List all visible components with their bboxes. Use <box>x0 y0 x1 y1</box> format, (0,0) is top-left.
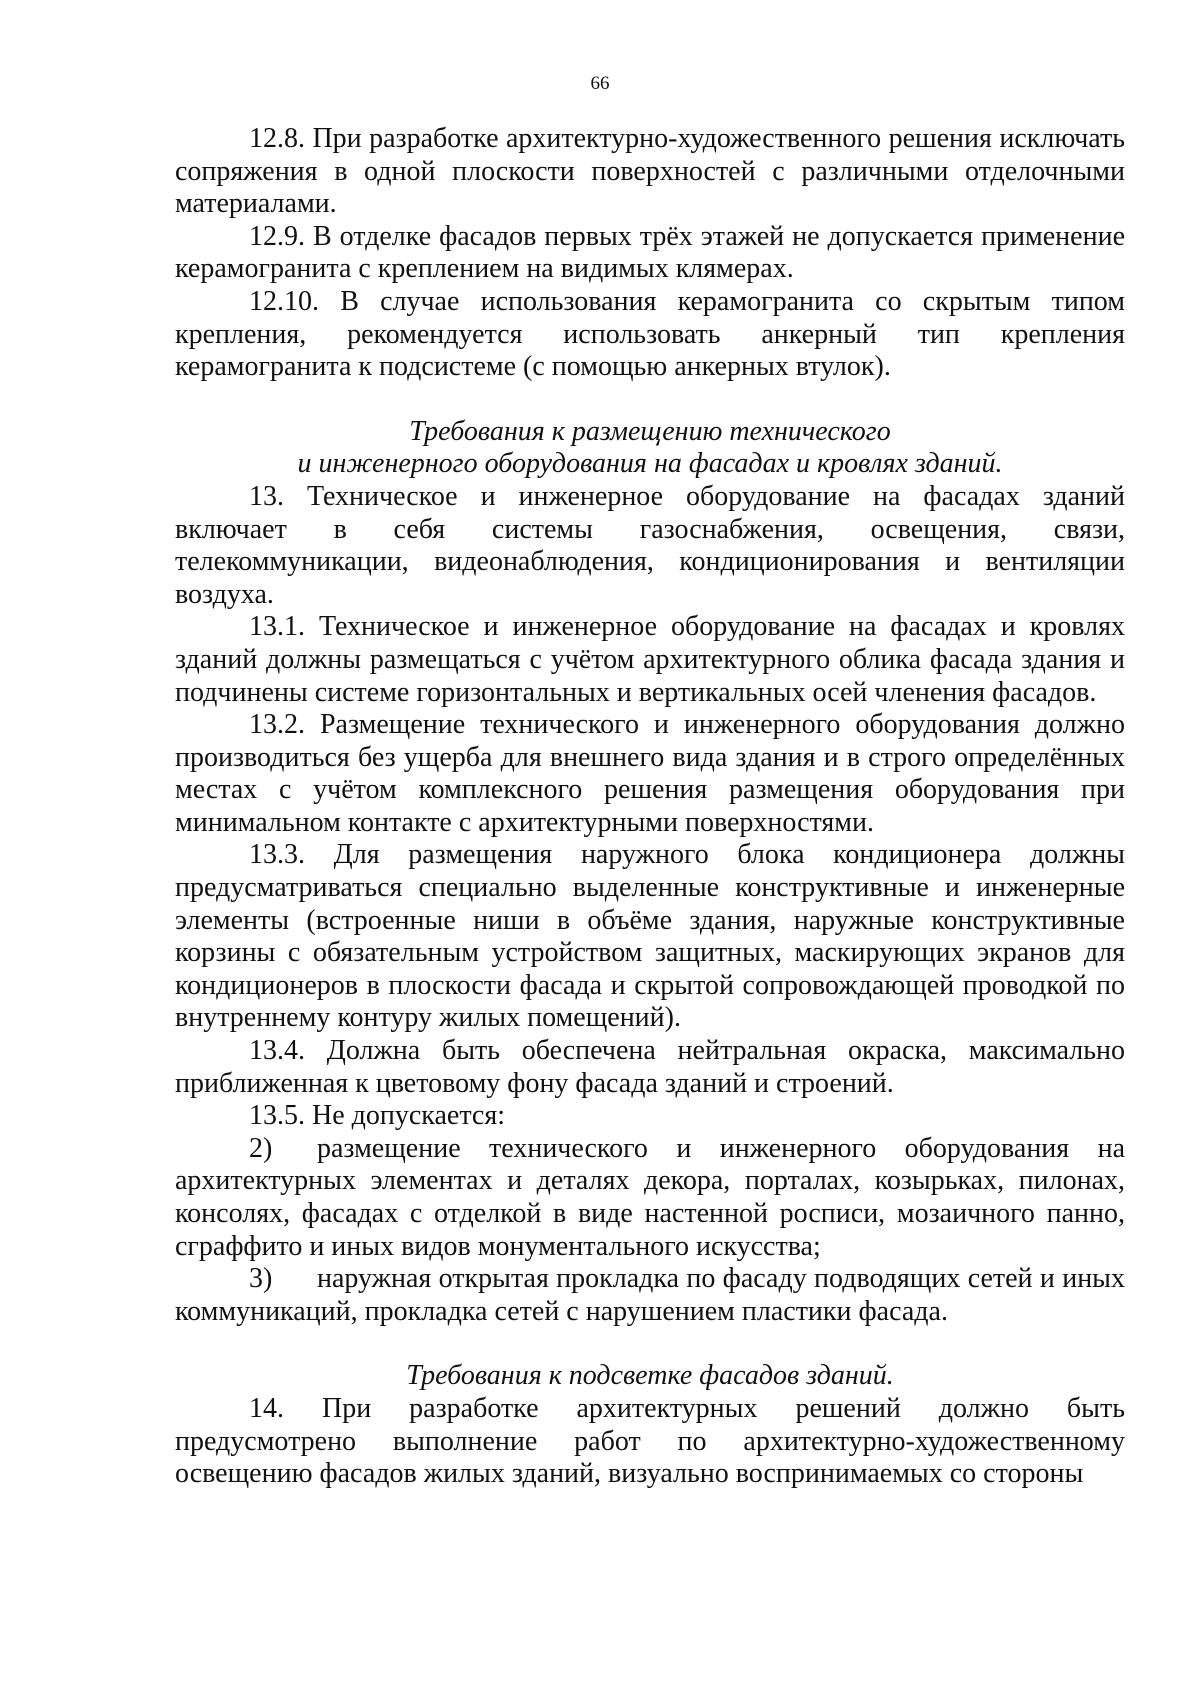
paragraph-13-4: 13.4. Должна быть обеспечена нейтральная окраска, максимально приближенная к цветовому фону фасада зданий и строений. <box>175 1035 1125 1099</box>
paragraph-12-10: 12.10. В случае использования керамогранита со скрытым типом крепления, рекомендуется использовать анкерный тип крепления керамогранита к подсистеме (с помощью анкерных втулок). <box>175 285 1125 383</box>
paragraph-13-3: 13.3. Для размещения наружного блока кондиционера должны предусматриваться специально выделенные конструктивные и инженерные элементы (встроенные ниши в объёме здания, наружные конструктивные корзины с обязательным устройством защитных, маскирующих экранов для кондиционеров в плоскости фасада и скрытой сопровождающей проводкой по внутреннему контуру жилых помещений). <box>175 839 1125 1034</box>
list-item-number: 2) <box>249 1132 273 1164</box>
paragraph-13-1: 13.1. Техническое и инженерное оборудование на фасадах и кровлях зданий должны размещаться с учётом архитектурного облика фасада здания и подчинены системе горизонтальных и вертикальных осей членения фасадов. <box>175 611 1125 708</box>
paragraph-13: 13. Техническое и инженерное оборудование на фасадах зданий включает в себя системы газоснабжения, освещения, связи, телекоммуникации, видеонаблюдения, кондиционирования и вентиляции воздуха. <box>175 480 1125 610</box>
section-heading-13 <box>175 416 1125 481</box>
paragraph-12-8: 12.8. При разработке архитектурно-художественного решения исключать сопряжения в одной плоскости поверхностей с различными отделочными материалами. <box>175 123 1125 220</box>
section-heading-13-line-1: Требования к размещению технического <box>409 415 891 447</box>
section-heading-13-line-2: и инженерного оборудования на фасадах и кровлях зданий. <box>297 448 1003 480</box>
document-body <box>175 123 1125 1491</box>
paragraph-13-5: 13.5. Не допускается: <box>249 1100 506 1132</box>
paragraph-12-9: 12.9. В отделке фасадов первых трёх этажей не допускается применение керамогранита с креплением на видимых клямерах. <box>175 220 1125 285</box>
paragraph-13-2: 13.2. Размещение технического и инженерного оборудования должно производиться без ущерба для внешнего вида здания и в строго определённых местах с учётом комплексного решения размещения оборудования при минимальном контакте с архитектурными поверхностями. <box>175 709 1125 838</box>
list-item <box>175 1263 1125 1328</box>
list-item-text: размещение технического и инженерного оборудования на архитектурных элементах и деталях декора, порталах, козырьках, пилонах, консолях, фасадах с отделкой в виде настенной росписи, мозаичного панно, сграффито и иных видов монументального искусства; <box>175 1132 1125 1262</box>
paragraph-14: 14. При разработке архитектурных решений должно быть предусмотрено выполнение работ по архитектурно-художественному освещению фасадов жилых зданий, визуально воспринимаемых со стороны <box>175 1392 1125 1490</box>
section-heading-14: Требования к подсветке фасадов зданий. <box>406 1360 894 1392</box>
list-item-number: 3) <box>249 1263 273 1295</box>
list-item-text: наружная открытая прокладка по фасаду подводящих сетей и иных коммуникаций, прокладка сетей с нарушением пластики фасада. <box>175 1263 1125 1327</box>
list-item <box>175 1133 1125 1263</box>
page-number: 66 <box>590 73 610 94</box>
